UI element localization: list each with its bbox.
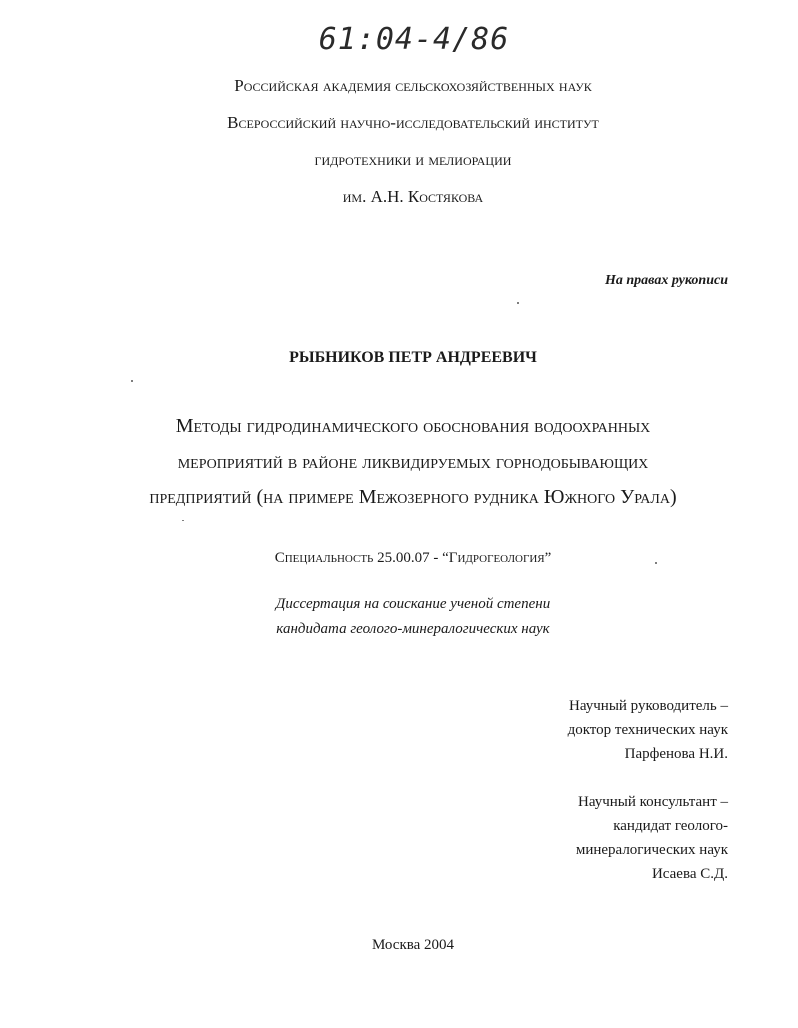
consultant-name: Исаева С.Д. [651,866,728,882]
institution-line-3: гидротехники и мелиорации [314,150,512,169]
thesis-title-line-1: Методы гидродинамического обоснования водоохранных [175,415,651,437]
manuscript-rights-note: На правах рукописи [605,273,728,288]
author-name: РЫБНИКОВ ПЕТР АНДРЕЕВИЧ [289,349,537,366]
dissertation-line-2: кандидата геолого-минералогических наук [276,621,550,637]
archive-number: 61:04-4/86 [318,22,510,57]
supervisor-degree: доктор технических наук [567,722,728,738]
consultant-role: Научный консультант – [578,794,728,810]
consultant-degree-line-2: минералогических наук [575,842,728,858]
scan-speck [182,520,184,521]
consultant-block [576,790,728,886]
supervisor-block [568,694,728,766]
scan-speck [131,380,133,382]
specialty: Специальность 25.00.07 - “Гидрогеология” [274,550,552,566]
supervisor-role: Научный руководитель – [569,698,728,714]
scan-speck [655,562,657,564]
dissertation-line-1: Диссертация на соискание ученой степени [275,596,551,612]
thesis-title-line-3: предприятий (на примере Межозерного рудника Южного Урала) [149,486,677,508]
thesis-title-line-2: мероприятий в районе ликвидируемых горнодобывающих [177,451,649,473]
scan-speck [517,302,519,304]
supervisor-name: Парфенова Н.И. [624,746,728,762]
institution-line-1: Российская академия сельскохозяйственных наук [234,76,592,95]
consultant-degree-line-1: кандидат геолого- [613,818,728,834]
institution-line-4: им. А.Н. Костякова [342,187,484,206]
institution-line-2: Всероссийский научно-исследовательский институт [227,113,599,132]
city-year: Москва 2004 [371,937,455,953]
